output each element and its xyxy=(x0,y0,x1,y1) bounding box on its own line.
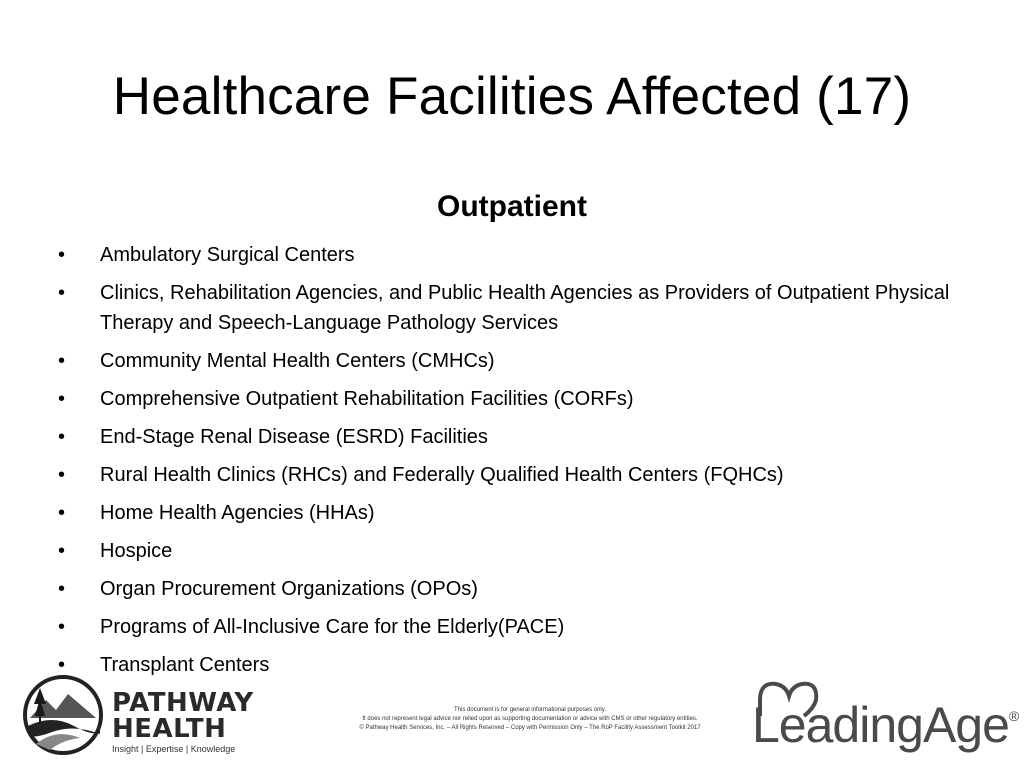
pathway-tagline: Insight | Expertise | Knowledge xyxy=(112,744,236,754)
facility-list-item-text: Home Health Agencies (HHAs) xyxy=(100,502,375,524)
facility-list-item-text: End-Stage Renal Disease (ESRD) Facilities xyxy=(100,426,488,448)
pathway-name-line2: HEALTH xyxy=(112,714,227,744)
bullet-icon: • xyxy=(58,426,66,448)
facility-list-item-text: Clinics, Rehabilitation Agencies, and Public Health Agencies as Providers of Outpatient Physical Therapy and Speech-Language Pathology Services xyxy=(100,282,950,334)
bullet-icon: • xyxy=(58,578,66,600)
mountain-tree-emblem-icon xyxy=(22,674,104,756)
facility-list-item-text: Programs of All-Inclusive Care for the Elderly(PACE) xyxy=(100,616,565,638)
bullet-icon: • xyxy=(58,282,66,304)
disclaimer-line: © Pathway Health Services, Inc. – All Rights Reserved – Copy with Permission Only – The RoP Facility Assessment Toolkit 2017 xyxy=(359,725,701,731)
facility-list-item xyxy=(58,536,968,566)
facility-list-item xyxy=(58,460,968,490)
bullet-icon: • xyxy=(58,654,66,676)
facility-list-item-text: Comprehensive Outpatient Rehabilitation Facilities (CORFs) xyxy=(100,388,634,410)
bullet-icon: • xyxy=(58,502,66,524)
facility-list-item xyxy=(58,346,968,376)
facility-list-item-text: Rural Health Clinics (RHCs) and Federally Qualified Health Centers (FQHCs) xyxy=(100,464,784,486)
facility-list-item-text: Transplant Centers xyxy=(100,654,270,676)
facility-list-item xyxy=(58,498,968,528)
facility-list xyxy=(58,240,968,688)
footer xyxy=(0,668,1024,768)
slide-subtitle: Outpatient xyxy=(437,190,587,223)
facility-list-item xyxy=(58,240,968,270)
pathway-name-line1: PATHWAY xyxy=(112,688,254,718)
registered-mark: ® xyxy=(1008,708,1019,724)
facility-list-item xyxy=(58,422,968,452)
facility-list-item-text: Organ Procurement Organizations (OPOs) xyxy=(100,578,478,600)
bullet-icon: • xyxy=(58,350,66,372)
bullet-icon: • xyxy=(58,244,66,266)
disclaimer-line: It does not represent legal advice nor relied upon as supporting documentation or advice with CMS or other regulatory entities. xyxy=(362,716,698,722)
facility-list-item-text: Community Mental Health Centers (CMHCs) xyxy=(100,350,495,372)
facility-list-item xyxy=(58,574,968,604)
bullet-icon: • xyxy=(58,616,66,638)
disclaimer xyxy=(300,706,760,733)
leadingage-logo xyxy=(752,674,1019,764)
bullet-icon: • xyxy=(58,540,66,562)
facility-list-item-text: Ambulatory Surgical Centers xyxy=(100,244,355,266)
leadingage-text: LeadingAge xyxy=(752,697,1009,753)
facility-list-item xyxy=(58,384,968,414)
disclaimer-line: This document is for general informational purposes only. xyxy=(454,707,606,713)
facility-list-item xyxy=(58,278,968,338)
slide-title: Healthcare Facilities Affected (17) xyxy=(112,67,912,126)
leadingage-wordmark xyxy=(752,696,1018,754)
facility-list-item xyxy=(58,612,968,642)
bullet-icon: • xyxy=(58,464,66,486)
facility-list-item-text: Hospice xyxy=(100,540,173,562)
bullet-icon: • xyxy=(58,388,66,410)
pathway-health-logo xyxy=(22,674,252,758)
